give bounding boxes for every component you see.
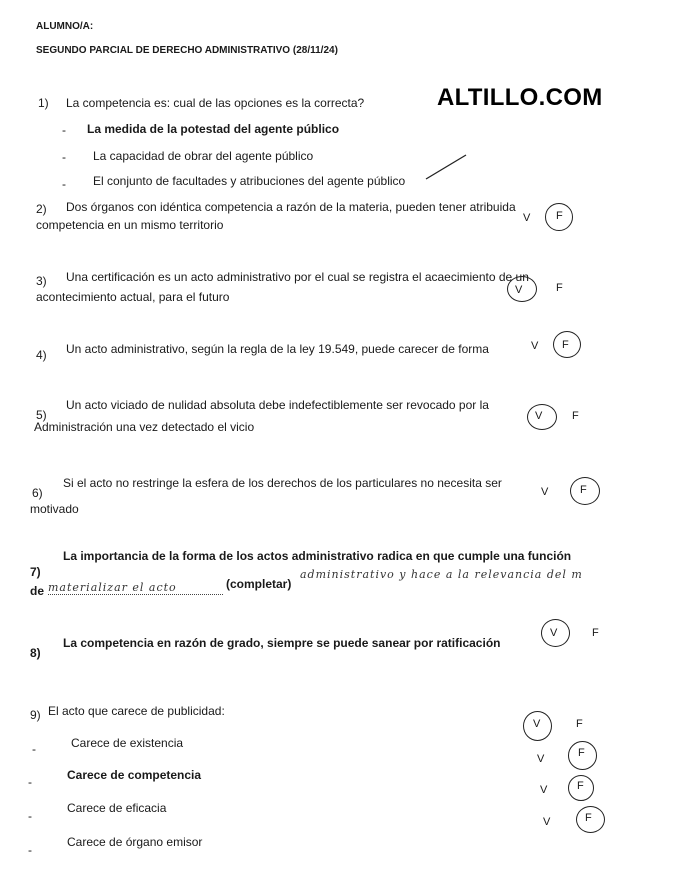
option-bullet: - — [62, 150, 66, 164]
completar-label: (completar) — [226, 577, 292, 591]
answer-circle-icon — [507, 276, 537, 302]
false-option: F — [580, 484, 587, 496]
question-text-prefix: de — [30, 584, 45, 598]
false-option: F — [592, 627, 599, 639]
question-number: 8) — [30, 646, 41, 660]
option-text: La capacidad de obrar del agente público — [93, 149, 314, 163]
question-number: 4) — [36, 348, 47, 362]
true-option: V — [543, 816, 551, 828]
question-number: 6) — [32, 486, 43, 500]
true-option: V — [541, 486, 549, 498]
checkmark-slash-icon — [424, 152, 468, 182]
option-text: El conjunto de facultades y atribuciones del agente público — [93, 174, 406, 188]
question-number: 5) — [36, 408, 47, 422]
answer-circle-icon — [568, 775, 594, 801]
true-option: V — [535, 410, 543, 422]
false-option: F — [585, 812, 592, 824]
question-text: Dos órganos con idéntica competencia a razón de la materia, pueden tener atribuida — [66, 200, 516, 214]
answer-circle-icon — [527, 404, 557, 430]
option-text: Carece de órgano emisor — [67, 835, 203, 849]
answer-circle-icon — [570, 477, 600, 505]
exam-title: SEGUNDO PARCIAL DE DERECHO ADMINISTRATIVO (28/11/24) — [36, 45, 338, 56]
watermark: ALTILLO.COM — [437, 84, 603, 111]
true-option: V — [550, 627, 558, 639]
option-bullet: - — [62, 123, 66, 137]
question-text: Una certificación es un acto administrativo por el cual se registra el acaecimiento de un — [66, 270, 529, 284]
true-option: V — [531, 340, 539, 352]
answer-circle-icon — [523, 711, 552, 741]
question-number: 2) — [36, 202, 47, 216]
question-text: La competencia en razón de grado, siempre se puede sanear por ratificación — [63, 636, 501, 650]
false-option: F — [572, 410, 579, 422]
student-label: ALUMNO/A: — [36, 21, 94, 32]
question-text: Si el acto no restringe la esfera de los derechos de los particulares no necesita ser — [63, 476, 502, 490]
handwritten-answer: administrativo y hace a la relevancia del m — [300, 568, 583, 581]
question-text: Un acto viciado de nulidad absoluta debe indefectiblemente ser revocado por la — [66, 398, 489, 412]
true-option: V — [515, 284, 523, 296]
option-bullet: - — [28, 843, 32, 857]
answer-circle-icon — [545, 203, 573, 231]
question-number: 9) — [30, 708, 41, 722]
option-bullet: - — [28, 809, 32, 823]
option-text: Carece de competencia — [67, 768, 202, 782]
question-text: Un acto administrativo, según la regla de la ley 19.549, puede carecer de forma — [66, 342, 489, 356]
question-number: 1) — [38, 96, 49, 110]
question-text: motivado — [30, 502, 79, 516]
question-number: 7) — [30, 565, 41, 579]
answer-circle-icon — [576, 806, 605, 833]
handwritten-answer: materializar el acto — [48, 581, 223, 595]
question-text: La importancia de la forma de los actos administrativo radica en que cumple una función — [63, 549, 572, 563]
question-text: La competencia es: cual de las opciones es la correcta? — [66, 96, 365, 110]
question-text: El acto que carece de publicidad: — [48, 704, 225, 718]
answer-circle-icon — [568, 741, 597, 770]
question-text: competencia en un mismo territorio — [36, 218, 224, 232]
question-text: acontecimiento actual, para el futuro — [36, 290, 230, 304]
question-text: Administración una vez detectado el vicio — [34, 420, 255, 434]
true-option: V — [523, 212, 531, 224]
false-option: F — [562, 339, 569, 351]
true-option: V — [540, 784, 548, 796]
answer-circle-icon — [541, 619, 570, 647]
option-bullet: - — [32, 742, 36, 756]
false-option: F — [577, 780, 584, 792]
true-option: V — [537, 753, 545, 765]
option-bullet: - — [28, 775, 32, 789]
option-bullet: - — [62, 177, 66, 191]
false-option: F — [578, 747, 585, 759]
false-option: F — [556, 282, 563, 294]
option-text: La medida de la potestad del agente público — [87, 122, 340, 136]
question-number: 3) — [36, 274, 47, 288]
option-text: Carece de eficacia — [67, 801, 167, 815]
option-text: Carece de existencia — [71, 736, 184, 750]
true-option: V — [533, 718, 541, 730]
answer-circle-icon — [553, 331, 581, 358]
false-option: F — [556, 210, 563, 222]
false-option: F — [576, 718, 583, 730]
